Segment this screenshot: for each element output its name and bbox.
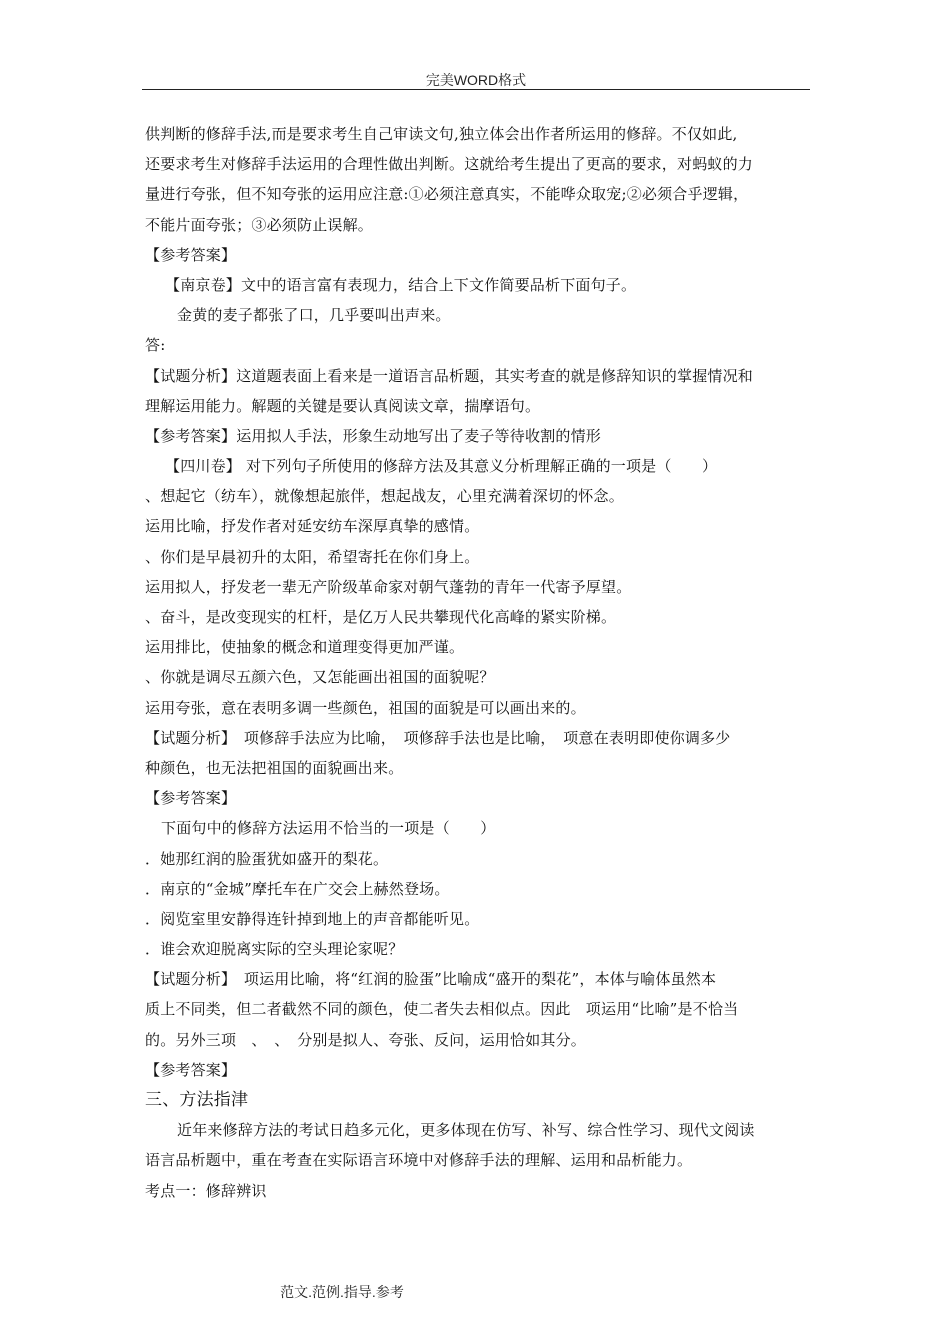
option-line: ．南京的“金城”摩托车在广交会上赫然登场。 — [145, 879, 450, 898]
analysis-line: 质上不同类，但二者截然不同的颜色，使二者失去相似点。因此 项运用“比喻”是不恰当 — [145, 1000, 739, 1019]
option-line: ．谁会欢迎脱离实际的空头理论家呢？ — [145, 940, 404, 959]
document-body — [145, 119, 810, 1206]
paragraph-line: 近年来修辞方法的考试日趋多元化，更多体现在仿写、补写、综合性学习、现代文阅读 — [177, 1121, 755, 1140]
analysis-line: 种颜色，也无法把祖国的面貌画出来。 — [145, 758, 404, 777]
answer-line: 【参考答案】运用拟人手法，形象生动地写出了麦子等待收割的情形 — [145, 426, 602, 445]
paragraph-line: 不能片面夸张；③必须防止误解。 — [145, 215, 374, 234]
option-explanation: 运用拟人，抒发老一辈无产阶级革命家对朝气蓬勃的青年一代寄予厚望。 — [145, 577, 632, 596]
paragraph-line: 量进行夸张，但不知夸张的运用应注意:①必须注意真实，不能哗众取宠;②必须合乎逻辑， — [145, 185, 749, 204]
analysis-line: 【试题分析】 项运用比喻，将“红润的脸蛋”比喻成“盛开的梨花”，本体与喻体虽然本 — [145, 970, 717, 989]
question-nanjing: 【南京卷】文中的语言富有表现力，结合上下文作简要品析下面句子。 — [165, 275, 637, 294]
paragraph-line: 供判断的修辞手法,而是要求考生自己审读文句,独立体会出作者所运用的修辞。不仅如此, — [145, 125, 738, 143]
option-line: 、想起它（纺车），就像想起旅伴，想起战友，心里充满着深切的怀念。 — [145, 487, 624, 506]
answer-label: 【参考答案】 — [145, 245, 237, 264]
option-explanation: 运用比喻，抒发作者对延安纺车深厚真挚的感情。 — [145, 517, 480, 536]
option-line: 、你们是早晨初升的太阳，希望寄托在你们身上。 — [145, 547, 480, 566]
quoted-sentence: 金黄的麦子都张了口，几乎要叫出声来。 — [177, 306, 451, 325]
paragraph-line: 还要求考生对修辞手法运用的合理性做出判断。这就给考生提出了更高的要求，对蚂蚁的力 — [145, 155, 754, 174]
question-line: 下面句中的修辞方法运用不恰当的一项是（ ） — [161, 819, 496, 838]
option-line: 、奋斗，是改变现实的杠杆，是亿万人民共攀现代化高峰的紧实阶梯。 — [145, 608, 617, 626]
header-rule — [142, 89, 810, 90]
analysis-line: 理解运用能力。解题的关键是要认真阅读文章，揣摩语句。 — [145, 396, 541, 415]
paragraph-line: 语言品析题中，重在考查在实际语言环境中对修辞手法的理解、运用和品析能力。 — [145, 1151, 693, 1170]
subheading: 考点一：修辞辨识 — [145, 1181, 267, 1200]
analysis-line: 【试题分析】 项修辞手法应为比喻， 项修辞手法也是比喻， 项意在表明即使你调多少 — [145, 728, 731, 747]
option-line: ．她那红润的脸蛋犹如盛开的梨花。 — [145, 849, 389, 868]
section-heading: 三、方法指津 — [145, 1090, 249, 1110]
option-explanation: 运用排比，使抽象的概念和道理变得更加严谨。 — [145, 638, 465, 657]
analysis-line: 【试题分析】这道题表面上看来是一道语言品析题，其实考查的就是修辞知识的掌握情况和 — [145, 366, 754, 385]
page-footer: 范文.范例.指导.参考 — [280, 1284, 404, 1300]
answer-label: 【参考答案】 — [145, 789, 237, 808]
answer-label: 【参考答案】 — [145, 1060, 237, 1079]
question-sichuan: 【四川卷】 对下列句子所使用的修辞方法及其意义分析理解正确的一项是（ ） — [165, 457, 718, 476]
option-line: 、你就是调尽五颜六色，又怎能画出祖国的面貌呢？ — [145, 668, 495, 687]
option-explanation: 运用夸张，意在表明多调一些颜色，祖国的面貌是可以画出来的。 — [145, 698, 586, 717]
option-line: ．阅览室里安静得连针掉到地上的声音都能听见。 — [145, 909, 480, 928]
page-header: 完美WORD格式 — [425, 72, 527, 88]
answer-prompt: 答: — [145, 336, 166, 355]
analysis-line: 的。另外三项 、 、 分别是拟人、夸张、反问，运用恰如其分。 — [145, 1030, 587, 1049]
